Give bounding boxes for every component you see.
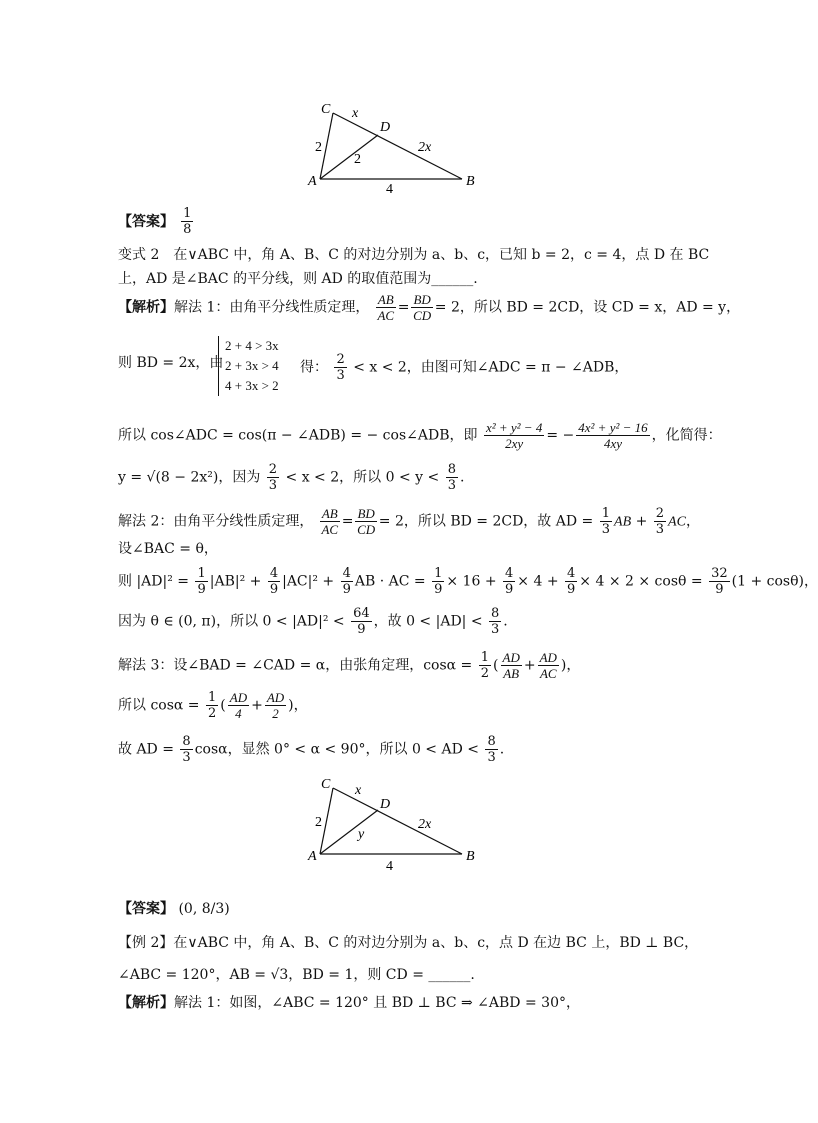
s1-d: 得： [300,359,328,376]
label-C: C [321,102,331,117]
s2-e: |AB|² + [209,573,266,590]
label-DB: 2x [418,140,432,155]
s1-g: ，化简得： [651,427,722,444]
s3-d: cosα，显然 0° < α < 90°，所以 0 < AD < [194,741,480,758]
label-A: A [308,174,317,189]
label-y: y [358,827,365,842]
s2-m: ，故 0 < |AD| < [373,613,483,630]
s1-i: < x < 2，所以 0 < y < [285,469,440,486]
s2-l: 因为 θ ∈ (0, π)，所以 0 < |AD|² < [118,613,345,630]
solution-label: 【解析】 [118,299,174,316]
triangle-figure-1 [300,95,490,200]
s2-h: × 16 + [446,573,502,590]
label-B: B [466,174,475,189]
s1-h: y = √(8 − 2x²)，因为 [118,469,261,486]
s2-f: |AC|² + [282,573,339,590]
example2-solution-label: 【解析】 [118,995,174,1011]
label-AB: 4 [386,859,393,874]
s3-b: 所以 cosα = [118,697,200,714]
label-x: x [352,106,359,121]
example2-line3: 解法 1：如图，∠ABC = 120° 且 BD ⊥ BC ⇒ ∠ABD = 30°， [174,995,580,1011]
s2-i: × 4 + [517,573,564,590]
inequality-system: 2 + 4 > 3x 2 + 3x > 4 4 + 3x > 2 [218,336,279,396]
s2-k: (1 + cosθ)， [731,573,818,590]
label-D: D [380,120,391,135]
s1-b: = 2，所以 BD = 2CD，设 CD = x，AD = y， [434,299,741,316]
s1-a: 解法 1：由角平分线性质定理， [174,299,370,316]
label-AC: 2 [315,140,322,155]
label-AC: 2 [315,815,322,830]
label-AB: 4 [386,182,393,197]
s1-c: 则 BD = 2x，由 [118,355,224,371]
label-x: x [355,783,362,798]
variant2-line2: 上，AD 是∠BAC 的平分线，则 AD 的取值范围为______. [118,271,478,287]
s3-c: 故 AD = [118,741,174,758]
label-A: A [308,849,317,864]
s2-j: × 4 × 2 × cosθ = [579,573,708,590]
example2-line2: ∠ABC = 120°，AB = √3，BD = 1，则 CD = ______. [118,967,475,983]
variant2-line1: 变式 2 在∨ABC 中，角 A、B、C 的对边分别为 a、b、c，已知 b = 2，c = 4，点 D 在 BC [118,247,710,263]
s1-f: 所以 cos∠ADC = cos(π − ∠ADB) = − cos∠ADB，即 [118,427,478,444]
label-AD: 2 [354,152,361,167]
answer-fraction: $\frac{1}{8}$ [183,206,192,237]
triangle-figure-2 [300,770,490,875]
example2-line1: 【例 2】在∨ABC 中，角 A、B、C 的对边分别为 a、b、c，点 D 在边 BC 上，BD ⊥ BC， [118,935,699,951]
s2-a: 解法 2：由角平分线性质定理， [118,513,314,530]
label-C: C [321,777,331,792]
answer2-value: (0, 8/3) [178,901,230,917]
label-B: B [466,849,475,864]
s2-d: 则 |AD|² = [118,573,194,590]
s2-c: 设∠BAC = θ， [118,541,218,557]
answer2-label: 【答案】 [118,901,174,917]
s2-b: = 2，所以 BD = 2CD，故 AD = [378,513,594,530]
label-D: D [380,797,391,812]
s1-e: < x < 2，由图可知∠ADC = π − ∠ADB， [353,359,629,376]
s2-g: AB · AC = [354,573,431,590]
answer-label: 【答案】 [118,214,174,230]
label-DB: 2x [418,817,432,832]
s3-a: 解法 3：设∠BAD = ∠CAD = α，由张角定理，cosα = [118,657,473,674]
